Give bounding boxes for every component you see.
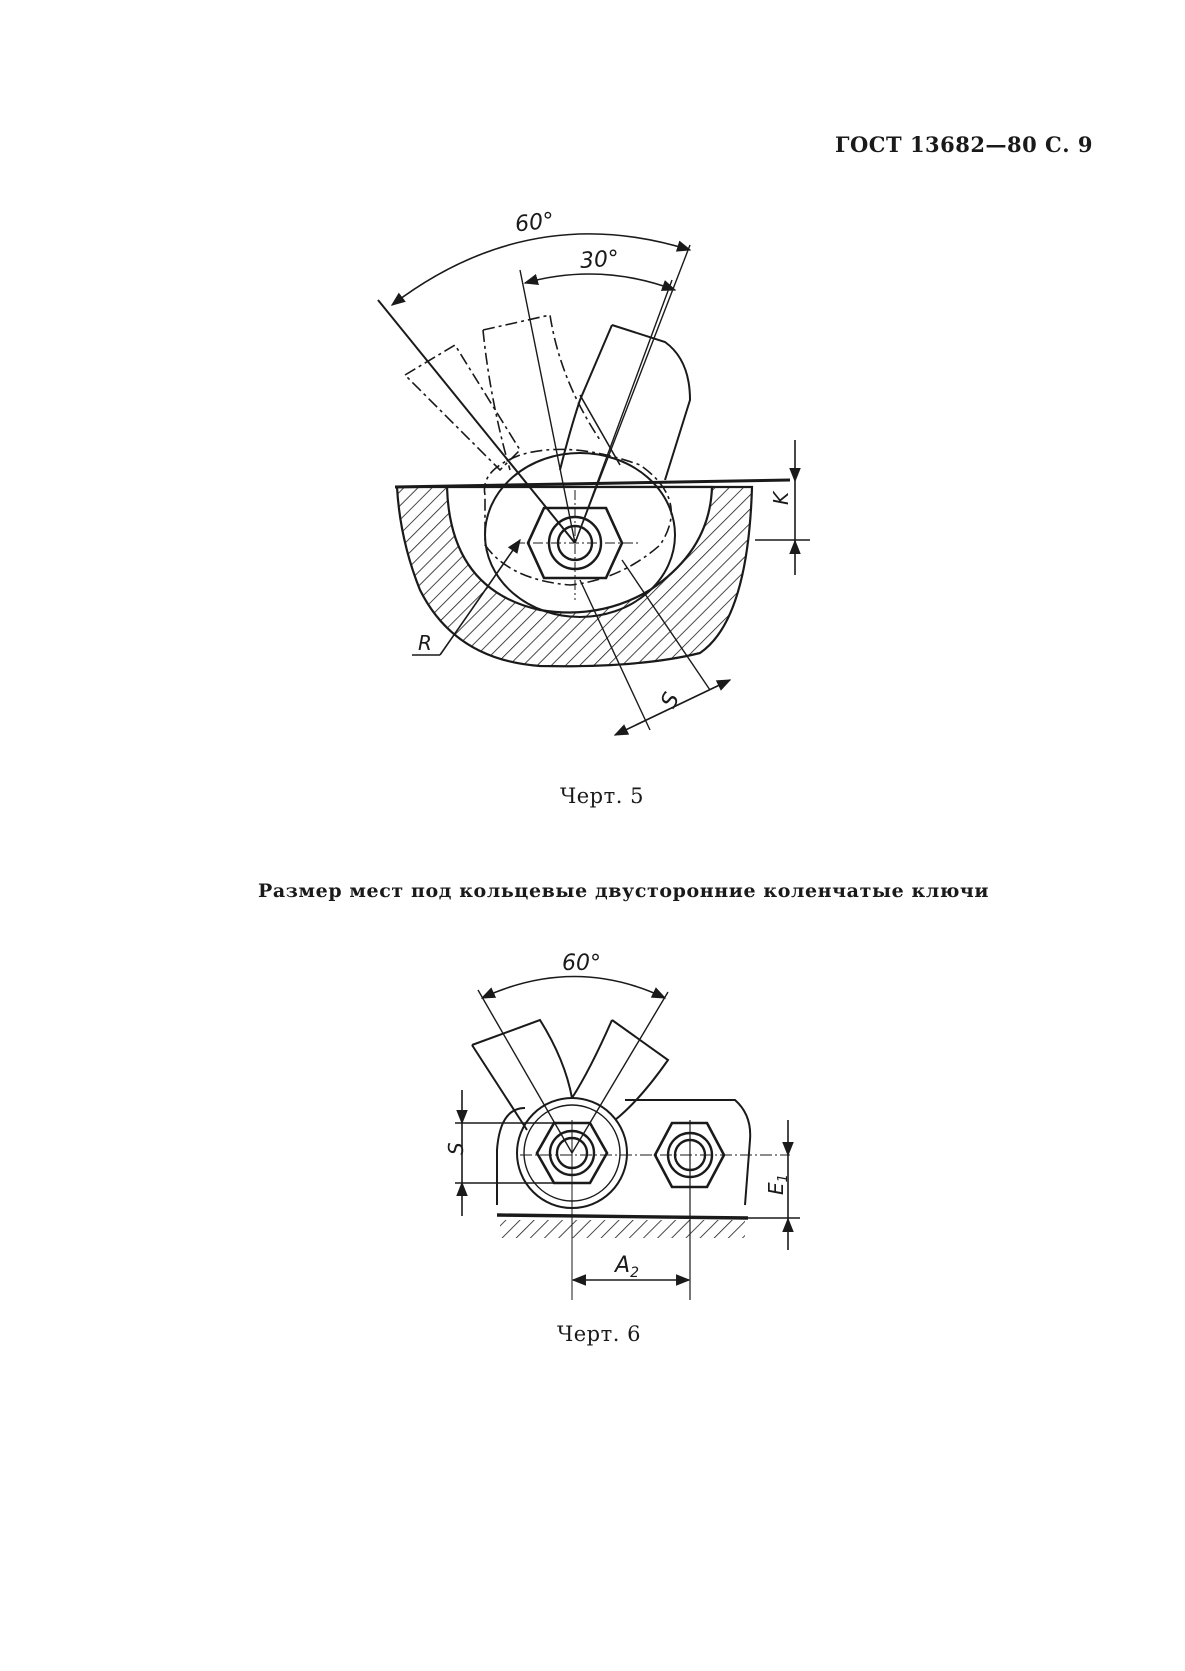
figure5-caption: Черт. 5 (560, 784, 644, 808)
figure6-caption: Черт. 6 (557, 1322, 641, 1346)
figure5-label-S: S (656, 688, 686, 713)
figure5-label-R: R (418, 631, 432, 655)
figure6-label-60: 60° (562, 951, 601, 976)
section-title: Размер мест под кольцевые двусторонние коленчатые ключи (258, 880, 990, 902)
figure6-drawing (455, 977, 800, 1301)
figure6-label-A: $A_2$ (615, 1253, 639, 1281)
figure6-label-S: S (444, 1142, 468, 1155)
figure5-label-30: 30° (579, 246, 620, 275)
page-header: ГОСТ 13682—80 С. 9 (835, 132, 1093, 157)
figure5-drawing (378, 234, 810, 735)
figure5-label-60: 60° (513, 208, 556, 238)
figure6-label-E: $E_1$ (764, 1174, 791, 1195)
figure5-label-K: K (769, 491, 793, 505)
